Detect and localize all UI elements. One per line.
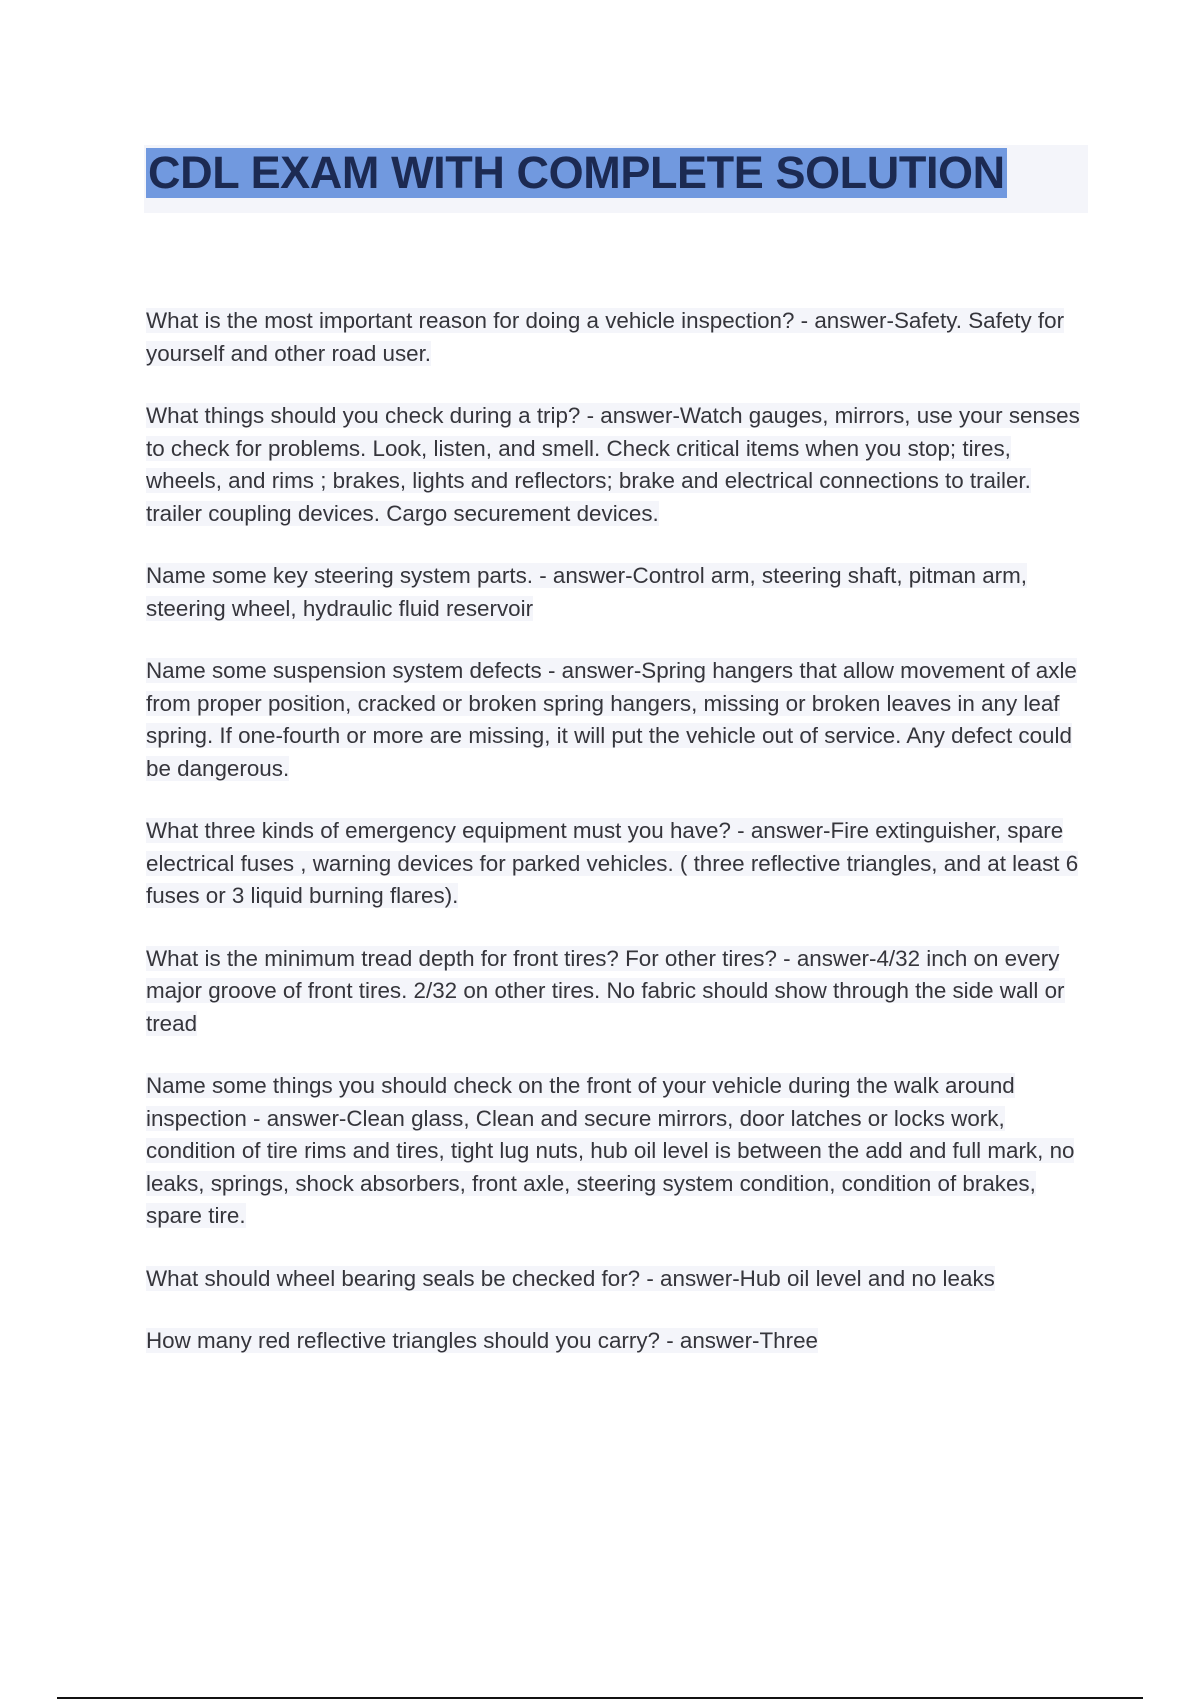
qa-text: What is the minimum tread depth for front tires? For other tires? - answer-4/32 inch on every major groove of front tires. 2/32 on other tires. No fabric should show through the side wall or tread xyxy=(146,945,1065,1036)
qa-list xyxy=(146,305,1086,1388)
qa-item-6 xyxy=(146,943,1086,1041)
page-bottom-rule xyxy=(57,1697,1143,1699)
qa-item-1 xyxy=(146,305,1086,370)
qa-text: How many red reflective triangles should you carry? - answer-Three xyxy=(146,1328,818,1353)
qa-item-4 xyxy=(146,655,1086,785)
qa-item-3 xyxy=(146,560,1086,625)
qa-text: Name some things you should check on the front of your vehicle during the walk around inspection - answer-Clean glass, Clean and secure mirrors, door latches or locks work, condition of tire rims and tires, tight lug nuts, hub oil level is between the add and full mark, no leaks, springs, shock absorbers, front axle, steering system condition, condition of brakes, spare tire. xyxy=(146,1073,1075,1228)
qa-text: What should wheel bearing seals be checked for? - answer-Hub oil level and no leaks xyxy=(146,1265,995,1291)
qa-item-9 xyxy=(146,1325,1086,1358)
qa-text: Name some key steering system parts. - answer-Control arm, steering shaft, pitman arm, steering wheel, hydraulic fluid reservoir xyxy=(146,563,1027,621)
qa-item-8 xyxy=(146,1263,1086,1296)
qa-item-5 xyxy=(146,815,1086,913)
document-title[interactable]: CDL EXAM WITH COMPLETE SOLUTION xyxy=(148,147,1005,198)
qa-text: Name some suspension system defects - answer-Spring hangers that allow movement of axle from proper position, cracked or broken spring hangers, missing or broken leaves in any leaf spring. If one-fourth or more are missing, it will put the vehicle out of service. Any defect could be dangerous. xyxy=(146,658,1077,781)
qa-text: What things should you check during a trip? - answer-Watch gauges, mirrors, use your senses to check for problems. Look, listen, and smell. Check critical items when you stop; tires, wheels, and rims ; brakes, lights and reflectors; brake and electrical connections to trailer. trailer coupling devices. Cargo securement devices. xyxy=(146,403,1080,526)
qa-text: What three kinds of emergency equipment must you have? - answer-Fire extinguisher, spare electrical fuses , warning devices for parked vehicles. ( three reflective triangles, and at least 6 fuses or 3 liquid burning flares). xyxy=(146,818,1079,908)
qa-item-2 xyxy=(146,400,1086,530)
qa-item-7 xyxy=(146,1070,1086,1233)
qa-text: What is the most important reason for doing a vehicle inspection? - answer-Safety. Safety for yourself and other road user. xyxy=(146,308,1065,366)
